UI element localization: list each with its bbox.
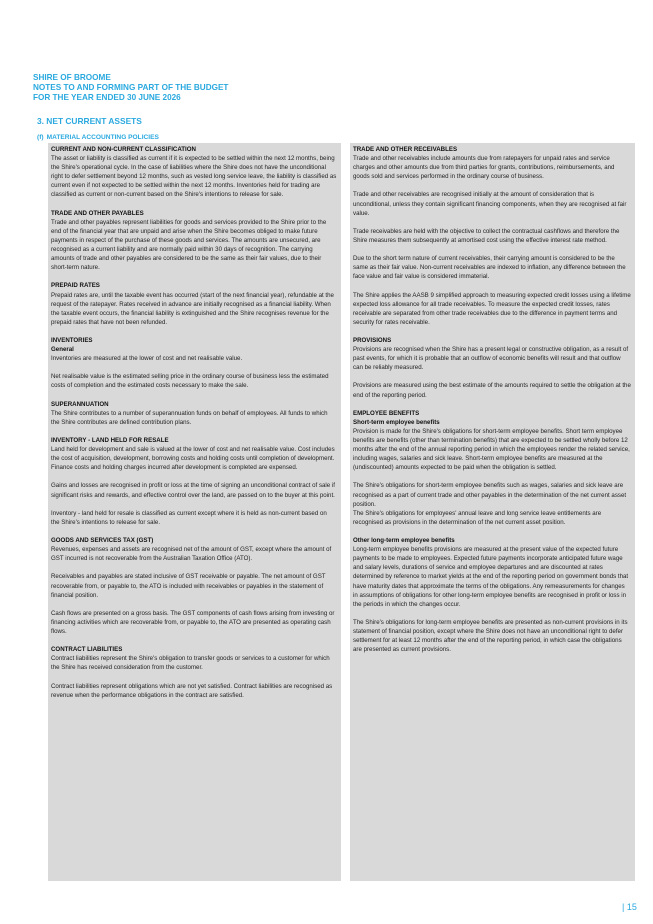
subheading-short-term: Short-term employee benefits [353, 418, 440, 426]
para-inventories-2: Net realisable value is the estimated selling price in the ordinary course of business less the estimated costs of completion and the estimated costs necessary to make the sale. [51, 373, 329, 390]
para-land-3: Inventory - land held for resale is classified as current except where it is held as non-current based on the Shire's intentions to release for sale. [51, 509, 327, 526]
para-short-term-2: The Shire's obligations for short-term employee benefits such as wages, salaries and sick leave are recognised as a part of current trade and other payables in the determination of the net current asset position. [353, 482, 627, 508]
para-long-term-2: The Shire's obligations for long-term employee benefits are presented as non-current provisions in its statement of financial position, except where the Shire does not have an unconditional right to defer settlement for at least 12 months after the end of the reporting period, in which case the obligations are presented as current provisions. [353, 618, 628, 654]
para-receivables-4: Due to the short term nature of current receivables, their carrying amount is considered to be the same as their fair value. Non-current receivables are indexed to inflation, any difference between the face value and fair value is considered immaterial. [353, 255, 626, 281]
subsection-heading [37, 134, 159, 141]
para-land-1: Land held for development and sale is valued at the lower of cost and net realisable value. Cost includes the cost of acquisition, development, borrowing costs and holding costs until completion of development. Finance costs and holding charges incurred after development is completed are expensed. [51, 446, 335, 472]
para-provisions-1: Provisions are recognised when the Shire has a present legal or constructive obligation, as a result of past events, for which it is probable that an outflow of economic benefits will result and that outflow can be reliably measured. [353, 346, 629, 372]
para-contract-2: Contract liabilities represent obligations which are not yet satisfied. Contract liabilities are recognised as revenue when the performance obligations in the contract are satisfied. [51, 682, 333, 699]
para-gst-2: Receivables and payables are stated inclusive of GST receivable or payable. The net amount of GST recoverable from, or payable to, the ATO is included with receivables or payables in the statement of financial position. [51, 573, 326, 599]
para-provisions-2: Provisions are measured using the best estimate of the amounts required to settle the obligation at the end of the reporting period. [353, 382, 631, 399]
subheading-long-term: Other long-term employee benefits [353, 537, 455, 545]
document-header [33, 73, 228, 104]
para-gst-1: Revenues, expenses and assets are recognised net of the amount of GST, except where the amount of GST incurred is not recoverable from the Australian Taxation Office (ATO). [51, 546, 332, 563]
para-contract-1: Contract liabilities represent the Shire's obligation to transfer goods or services to a customer for which the Shire has received consideration from the customer. [51, 655, 330, 672]
section-title: 3. NET CURRENT ASSETS [37, 116, 142, 126]
doc-period: FOR THE YEAR ENDED 30 JUNE 2026 [33, 93, 181, 103]
subheading-general: General [51, 346, 74, 354]
heading-contract-liabilities: CONTRACT LIABILITIES [51, 646, 123, 654]
para-short-term-3: The Shire's obligations for employees' annual leave and long service leave entitlements are recognised as provisions in the determination of the net current asset position. [353, 509, 602, 526]
heading-prepaid-rates: PREPAID RATES [51, 282, 100, 290]
heading-superannuation: SUPERANNUATION [51, 400, 109, 408]
para-receivables-3: Trade receivables are held with the objective to collect the contractual cashflows and therefore the Shire measures them subsequently at amortised cost using the effective interest rate method. [353, 227, 620, 244]
heading-current-classification: CURRENT AND NON-CURRENT CLASSIFICATION [51, 146, 196, 153]
heading-employee-benefits: EMPLOYEE BENEFITS [353, 409, 420, 417]
para-trade-payables: Trade and other payables represent liabilities for goods and services provided to the Shire prior to the end of the financial year that are unpaid and arise when the Shire becomes obliged to make future payments in respect of the purchase of these goods and services. The amounts are unsecured, are recognised as a current liability and are normally paid within 30 days of recognition. The carrying amounts of trade and other payables are considered to be the same as their fair values, due to their short-term nature. [51, 218, 327, 272]
para-long-term-1: Long-term employee benefits provisions are measured at the present value of the expected future payments to be made to employees. Expected future payments incorporate anticipated future wage and salary levels, durations of service and employee departures and are discounted at rates determined by reference to market yields at the end of the reporting period on government bonds that have maturity dates that approximate the terms of the obligations. Any remeasurements for changes in assumptions of obligations for other long-term employee benefits are recognised in profit or loss in the periods in which the changes occur. [353, 546, 629, 608]
para-gst-3: Cash flows are presented on a gross basis. The GST components of cash flows arising from investing or financing activities which are recoverable from, or payable to, the ATO are presented as operating cash flows. [51, 609, 335, 635]
para-receivables-5: The Shire applies the AASB 9 simplified approach to measuring expected credit losses using a lifetime expected loss allowance for all trade receivables. To measure the expected credit losses, rates receivable are separated from other trade receivables due to the difference in payment terms and security for rates receivable. [353, 291, 631, 326]
para-land-2: Gains and losses are recognised in profit or loss at the time of signing an unconditional contract of sale if significant risks and rewards, and effective control over the land, are passed on to the buyer at this point. [51, 482, 335, 499]
subsection-title: MATERIAL ACCOUNTING POLICIES [46, 134, 159, 141]
para-short-term-1: Provision is made for the Shire's obligations for short-term employee benefits. Short term employee benefits are benefits (other than termination benefits) that are expected to be settled wholly before 12 months after the end of the annual reporting period in which the employees render the related service, including wages, salaries and sick leave. Short-term employee benefits are measured at the (undiscounted) amounts expected to be paid when the obligation is settled. [353, 427, 630, 472]
para-receivables-2: Trade and other receivables are recognised initially at the amount of consideration that is unconditional, unless they contain significant financing components, when they are recognised at fair value. [353, 191, 627, 217]
right-column [350, 143, 635, 881]
para-prepaid-rates: Prepaid rates are, until the taxable event has occurred (start of the next financial year), refundable at the request of the ratepayer. Rates received in advance are initially recognised as a financial liability. When the taxable event occurs, the financial liability is extinguished and the Shire recognises revenue for the prepaid rates that have not been refunded. [51, 291, 334, 326]
para-superannuation: The Shire contributes to a number of superannuation funds on behalf of employees. All funds to which the Shire contributes are defined contribution plans. [51, 409, 328, 426]
org-name: SHIRE OF BROOME [33, 73, 111, 82]
heading-trade-receivables: TRADE AND OTHER RECEIVABLES [353, 146, 458, 153]
heading-gst: GOODS AND SERVICES TAX (GST) [51, 537, 154, 545]
heading-land-held: INVENTORY - LAND HELD FOR RESALE [51, 437, 169, 444]
left-column [48, 143, 341, 881]
doc-title: NOTES TO AND FORMING PART OF THE BUDGET [33, 83, 229, 93]
para-receivables-1: Trade and other receivables include amounts due from ratepayers for unpaid rates and service charges and other amounts due from third parties for grants, contributions, reimbursements, and goods sold and services performed in the ordinary course of business. [353, 155, 615, 181]
heading-provisions: PROVISIONS [353, 336, 392, 344]
heading-trade-payables: TRADE AND OTHER PAYABLES [51, 209, 144, 217]
page-number: | 15 [622, 902, 637, 912]
subsection-letter: (f) [37, 134, 44, 141]
para-current-classification: The asset or liability is classified as current if it is expected to be settled within the next 12 months, being the Shire's operational cycle. In the case of liabilities where the Shire does not have the unconditional right to defer settlement beyond 12 months, such as vested long service leave, the liability is classified as current even if not expected to be settled within the next 12 months. Inventories held for trading are classified as current or non-current based on the Shire's intentions to release for sale. [51, 155, 337, 199]
heading-inventories: INVENTORIES [51, 336, 93, 344]
para-inventories-1: Inventories are measured at the lower of cost and net realisable value. [51, 355, 243, 363]
